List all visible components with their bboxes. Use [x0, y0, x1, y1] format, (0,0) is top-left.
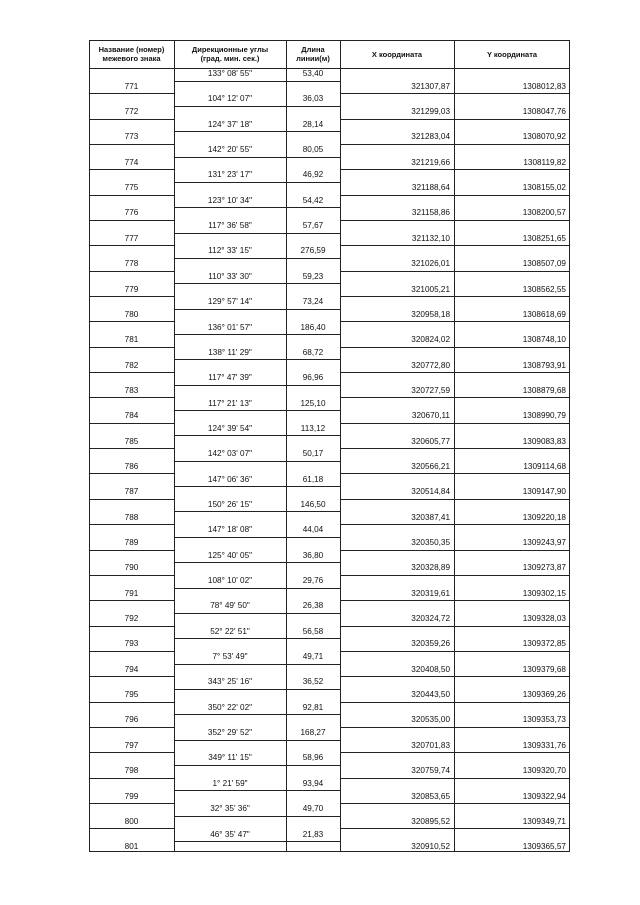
header-name: Название (номер) межевого знака	[98, 45, 165, 63]
point-x: 320324,72	[411, 614, 450, 624]
point-number: 798	[124, 766, 139, 776]
segment-length: 53,40	[302, 69, 324, 78]
point-number: 772	[124, 107, 139, 117]
point-number: 801	[124, 842, 139, 852]
point-number: 800	[124, 816, 139, 826]
segment-divider	[174, 435, 340, 436]
point-x: 320824,02	[411, 335, 450, 345]
point-y: 1309372,85	[522, 639, 566, 649]
point-divider	[89, 752, 174, 753]
point-divider	[340, 550, 570, 551]
segment-length: 46,92	[302, 170, 324, 180]
segment-angle: 78° 49' 50"	[210, 601, 250, 611]
point-divider	[89, 119, 174, 120]
segment-length: 54,42	[302, 195, 324, 205]
point-y: 1309369,26	[522, 690, 566, 700]
point-number: 776	[124, 208, 139, 218]
point-divider	[89, 499, 174, 500]
segment-angle: 1° 21' 59"	[212, 778, 248, 788]
point-divider	[340, 321, 570, 322]
point-x: 321005,21	[411, 284, 450, 294]
segment-divider	[174, 613, 340, 614]
segment-divider	[174, 359, 340, 360]
point-x: 321307,87	[411, 81, 450, 91]
point-divider	[89, 144, 174, 145]
point-number: 774	[124, 157, 139, 167]
point-number: 771	[124, 81, 139, 91]
segment-angle: 7° 53' 49"	[212, 652, 248, 662]
point-number: 785	[124, 436, 139, 446]
point-y: 1309243,97	[522, 538, 566, 547]
segment-length: 28,14	[302, 119, 324, 129]
point-divider	[89, 397, 174, 398]
point-number: 781	[124, 335, 139, 345]
point-number: 778	[124, 259, 139, 269]
point-y: 1308047,76	[522, 107, 566, 117]
segment-angle: 32° 35' 36"	[210, 804, 250, 814]
point-divider	[340, 271, 570, 272]
point-divider	[89, 93, 174, 94]
segment-divider	[174, 689, 340, 690]
point-number: 789	[124, 538, 139, 547]
segment-length: 49,70	[302, 804, 324, 814]
point-divider	[89, 702, 174, 703]
point-x: 321026,01	[411, 259, 450, 269]
segment-divider	[174, 765, 340, 766]
segment-length: 276,59	[300, 246, 326, 256]
point-x: 321219,66	[411, 157, 450, 167]
segment-length: 68,72	[302, 347, 324, 357]
segment-length: 80,05	[302, 145, 324, 155]
point-number: 796	[124, 715, 139, 725]
point-number: 782	[124, 360, 139, 370]
segment-length: 125,10	[300, 398, 326, 408]
segment-divider	[174, 461, 340, 462]
segment-angle: 112° 33' 15"	[208, 246, 252, 256]
point-y: 1308119,82	[523, 157, 566, 167]
segment-angle: 117° 36' 58"	[208, 221, 252, 231]
point-divider	[89, 372, 174, 373]
segment-length: 44,04	[302, 525, 324, 535]
point-y: 1309320,70	[522, 766, 566, 776]
point-x: 320566,21	[411, 461, 450, 471]
point-divider	[89, 803, 174, 804]
point-divider	[89, 220, 174, 221]
segment-divider	[174, 385, 340, 386]
segment-length: 57,67	[302, 221, 324, 231]
point-divider	[340, 600, 570, 601]
point-y: 1309220,18	[522, 512, 566, 522]
point-x: 320853,65	[411, 791, 450, 801]
point-y: 1308012,83	[522, 81, 566, 91]
segment-length: 59,23	[302, 271, 324, 281]
segment-length: 73,24	[302, 297, 324, 307]
point-y: 1308070,92	[522, 132, 566, 142]
segment-divider	[174, 283, 340, 284]
point-x: 320387,41	[411, 512, 450, 522]
segment-divider	[174, 816, 340, 817]
point-divider	[340, 752, 570, 753]
segment-divider	[174, 664, 340, 665]
point-number: 791	[124, 588, 139, 598]
point-y: 1309147,90	[522, 487, 566, 497]
point-divider	[89, 575, 174, 576]
segment-angle: 147° 06' 36"	[207, 474, 253, 484]
segment-length: 96,96	[302, 373, 324, 383]
segment-divider	[174, 562, 340, 563]
header-y: Y координата	[486, 49, 538, 59]
point-divider	[89, 676, 174, 677]
segment-length: 93,94	[302, 778, 324, 788]
point-divider	[340, 93, 570, 94]
segment-divider	[174, 511, 340, 512]
table-border-top	[89, 40, 570, 41]
segment-divider	[174, 841, 340, 842]
point-divider	[340, 347, 570, 348]
point-divider	[340, 702, 570, 703]
point-divider	[340, 372, 570, 373]
point-y: 1308748,10	[522, 335, 566, 345]
point-y: 1308155,02	[522, 183, 566, 193]
point-divider	[340, 575, 570, 576]
segment-angle: 138° 11' 29"	[208, 347, 252, 357]
point-divider	[89, 296, 174, 297]
segment-angle: 133° 08' 55"	[207, 69, 253, 78]
point-divider	[89, 651, 174, 652]
segment-length: 186,40	[300, 322, 326, 332]
point-y: 1308251,65	[522, 233, 566, 243]
point-divider	[340, 651, 570, 652]
segment-divider	[174, 233, 340, 234]
point-divider	[340, 727, 570, 728]
point-divider	[340, 220, 570, 221]
point-y: 1309331,76	[522, 740, 566, 750]
segment-divider	[174, 258, 340, 259]
point-x: 321158,86	[411, 208, 450, 218]
point-divider	[89, 271, 174, 272]
segment-divider	[174, 790, 340, 791]
segment-divider	[174, 537, 340, 538]
segment-angle: 124° 37' 18"	[207, 119, 253, 129]
point-x: 321283,04	[411, 132, 450, 142]
point-x: 320350,35	[411, 538, 450, 547]
point-divider	[89, 245, 174, 246]
point-divider	[340, 828, 570, 829]
segment-angle: 104° 12' 07"	[207, 94, 253, 104]
point-number: 794	[124, 664, 139, 674]
segment-divider	[174, 106, 340, 107]
point-y: 1309353,73	[522, 715, 566, 725]
segment-angle: 142° 20' 55"	[207, 145, 253, 155]
point-divider	[89, 727, 174, 728]
column-border	[569, 40, 570, 852]
point-number: 777	[124, 233, 139, 243]
segment-divider	[174, 131, 340, 132]
point-divider	[89, 778, 174, 779]
point-divider	[89, 169, 174, 170]
point-divider	[340, 144, 570, 145]
point-divider	[89, 321, 174, 322]
segment-length: 146,50	[300, 499, 326, 509]
segment-divider	[174, 81, 340, 82]
point-x: 320514,84	[411, 487, 450, 497]
segment-length: 29,76	[302, 576, 324, 585]
point-x: 320328,89	[411, 563, 450, 573]
point-x: 320958,18	[411, 309, 450, 319]
point-number: 784	[124, 411, 139, 421]
point-y: 1309114,68	[523, 461, 566, 471]
segment-angle: 125° 40' 05"	[207, 550, 253, 560]
segment-angle: 350° 22' 02"	[207, 702, 253, 712]
segment-angle: 129° 57' 14"	[207, 297, 253, 307]
point-y: 1309322,94	[522, 791, 566, 801]
segment-angle: 117° 47' 39"	[208, 373, 252, 383]
segment-angle: 343° 25' 16"	[207, 677, 253, 687]
point-number: 783	[124, 385, 139, 395]
point-x: 320910,52	[411, 842, 450, 852]
segment-angle: 147° 18' 08"	[207, 525, 253, 535]
point-number: 775	[124, 183, 139, 193]
point-divider	[340, 245, 570, 246]
point-number: 788	[124, 512, 139, 522]
header-length: Длина линии(м)	[296, 45, 330, 63]
point-x: 320535,00	[411, 715, 450, 725]
segment-divider	[174, 410, 340, 411]
segment-divider	[174, 740, 340, 741]
segment-angle: 131° 23' 17"	[207, 170, 253, 180]
segment-angle: 136° 01' 57"	[207, 322, 253, 332]
segment-angle: 46° 35' 47"	[210, 829, 250, 839]
segment-divider	[174, 207, 340, 208]
point-y: 1308793,91	[522, 360, 566, 370]
segment-length: 92,81	[302, 702, 324, 712]
boundary-points-table	[89, 40, 570, 852]
segment-divider	[174, 182, 340, 183]
point-divider	[340, 473, 570, 474]
segment-angle: 124° 39' 54"	[207, 423, 253, 433]
point-number: 793	[124, 639, 139, 649]
segment-angle: 142° 03' 07"	[207, 449, 253, 459]
segment-length: 58,96	[302, 753, 324, 763]
point-divider	[340, 803, 570, 804]
point-divider	[340, 397, 570, 398]
segment-length: 49,71	[302, 652, 324, 662]
point-x: 320701,83	[411, 740, 450, 750]
point-y: 1309349,71	[522, 816, 566, 826]
point-divider	[89, 423, 174, 424]
point-divider	[340, 448, 570, 449]
point-divider	[89, 448, 174, 449]
point-divider	[340, 195, 570, 196]
segment-angle: 117° 21' 13"	[208, 398, 252, 408]
point-divider	[89, 195, 174, 196]
point-divider	[340, 169, 570, 170]
point-y: 1309302,15	[522, 588, 566, 598]
point-divider	[89, 347, 174, 348]
point-divider	[340, 423, 570, 424]
point-y: 1308507,09	[522, 259, 566, 269]
point-divider	[340, 778, 570, 779]
segment-angle: 352° 29' 52"	[207, 728, 253, 738]
point-y: 1308562,55	[522, 284, 566, 294]
point-divider	[340, 676, 570, 677]
point-divider	[340, 499, 570, 500]
segment-divider	[174, 638, 340, 639]
point-y: 1309273,87	[522, 563, 566, 573]
point-y: 1309379,68	[522, 664, 566, 674]
point-y: 1308200,57	[522, 208, 566, 218]
point-divider	[89, 473, 174, 474]
point-x: 320408,50	[411, 664, 450, 674]
segment-length: 36,52	[302, 677, 324, 687]
point-x: 321299,03	[411, 107, 450, 117]
point-number: 773	[124, 132, 139, 142]
segment-divider	[174, 714, 340, 715]
segment-length: 26,38	[302, 601, 324, 611]
point-x: 320895,52	[411, 816, 450, 826]
segment-angle: 123° 10' 34"	[207, 195, 253, 205]
point-x: 320605,77	[411, 436, 450, 446]
point-y: 1308618,69	[522, 309, 566, 319]
segment-length: 36,03	[302, 94, 324, 104]
point-y: 1308879,68	[522, 385, 566, 395]
segment-length: 21,83	[302, 829, 324, 839]
segment-angle: 110° 33' 30"	[208, 271, 252, 281]
point-divider	[340, 524, 570, 525]
segment-length: 168,27	[300, 728, 326, 738]
point-x: 320359,26	[411, 639, 450, 649]
segment-divider	[174, 588, 340, 589]
header-x: X координата	[371, 49, 423, 59]
point-x: 321132,10	[411, 233, 450, 243]
header-angle: Дирекционные углы (град. мин. сек.)	[191, 45, 269, 63]
segment-divider	[174, 486, 340, 487]
point-divider	[340, 296, 570, 297]
segment-angle: 349° 11' 15"	[208, 753, 252, 763]
segment-length: 113,12	[300, 423, 326, 433]
point-y: 1309083,83	[522, 436, 566, 446]
point-divider	[89, 626, 174, 627]
point-x: 320727,59	[411, 385, 450, 395]
point-y: 1309328,03	[522, 614, 566, 624]
point-number: 799	[124, 791, 139, 801]
point-number: 786	[124, 461, 139, 471]
point-y: 1308990,79	[522, 411, 566, 421]
point-x: 320670,11	[411, 411, 450, 421]
segment-length: 50,17	[302, 449, 324, 459]
point-x: 320443,50	[411, 690, 450, 700]
point-number: 779	[124, 284, 139, 294]
point-number: 795	[124, 690, 139, 700]
point-divider	[89, 600, 174, 601]
point-divider	[340, 626, 570, 627]
point-number: 792	[124, 614, 139, 624]
segment-divider	[174, 157, 340, 158]
point-number: 790	[124, 563, 139, 573]
point-x: 321188,64	[411, 183, 450, 193]
point-number: 787	[124, 487, 139, 497]
point-x: 320759,74	[411, 766, 450, 776]
point-number: 797	[124, 740, 139, 750]
segment-length: 61,18	[302, 474, 324, 484]
point-number: 780	[124, 309, 139, 319]
segment-angle: 150° 26' 15"	[207, 499, 253, 509]
segment-length: 36,80	[302, 550, 324, 560]
point-y: 1309365,57	[522, 842, 566, 852]
point-divider	[340, 119, 570, 120]
segment-angle: 52° 22' 51"	[210, 626, 250, 636]
point-divider	[89, 828, 174, 829]
segment-divider	[174, 309, 340, 310]
point-divider	[89, 550, 174, 551]
point-x: 320319,61	[411, 588, 450, 598]
segment-divider	[174, 334, 340, 335]
segment-angle: 108° 10' 02"	[207, 576, 253, 585]
point-divider	[89, 524, 174, 525]
point-x: 320772,80	[411, 360, 450, 370]
segment-length: 56,58	[302, 626, 324, 636]
